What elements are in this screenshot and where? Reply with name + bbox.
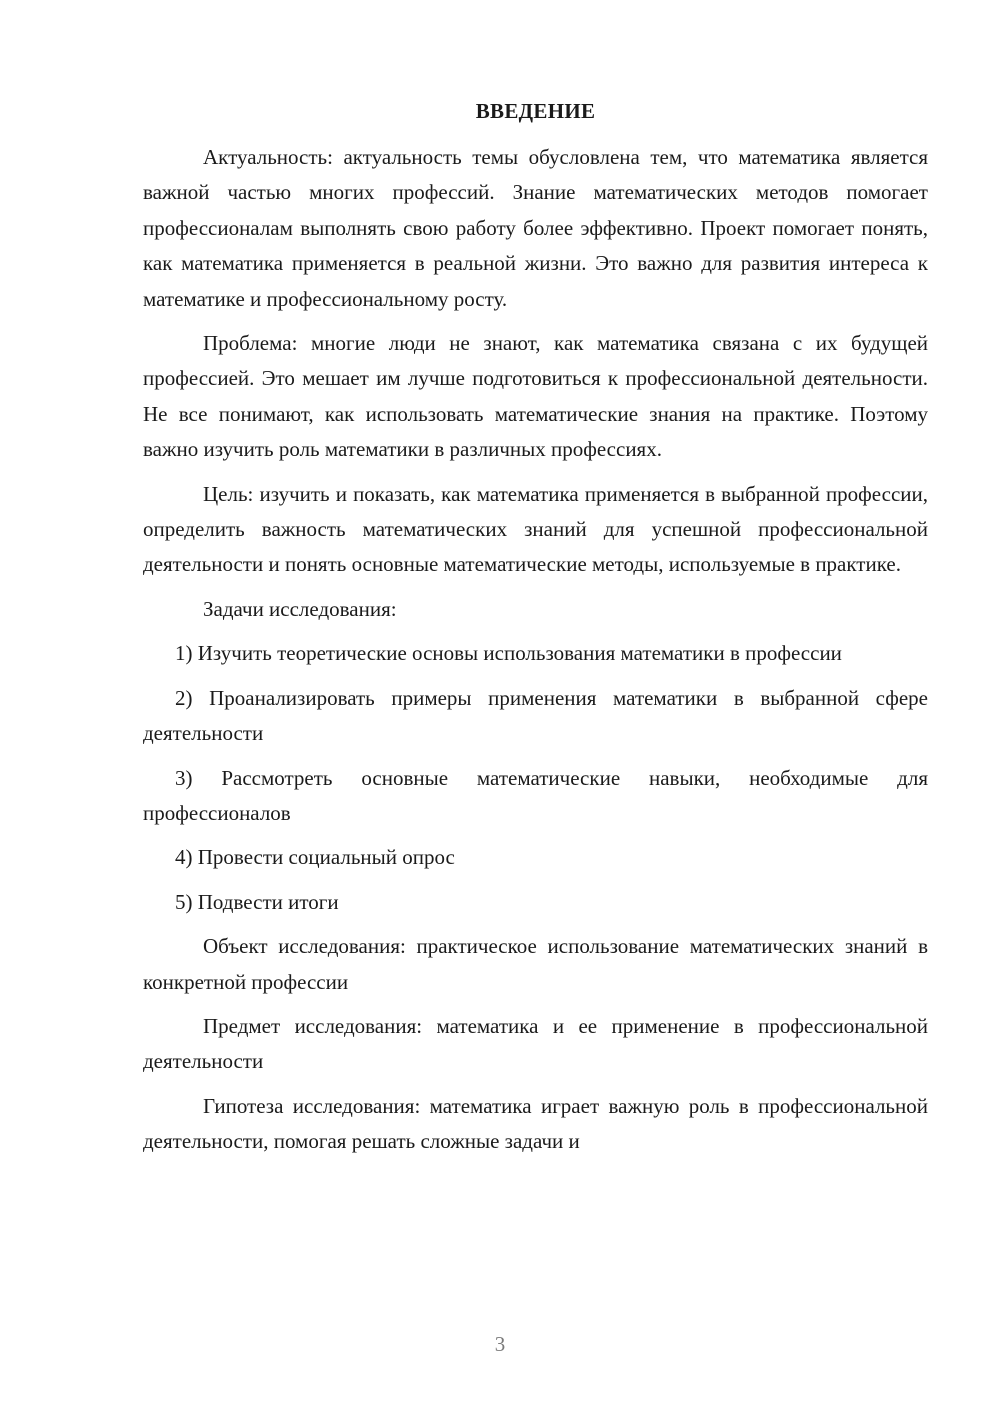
task-item-3: 3) Рассмотреть основные математические навыки, необходимые для профессионалов xyxy=(143,765,928,825)
page-number: 3 xyxy=(494,1332,506,1356)
subject-paragraph: Предмет исследования: математика и ее применение в профессиональной деятельности xyxy=(143,1013,928,1074)
relevance-paragraph: Актуальность: актуальность темы обусловлена тем, что математика является важной частью многих профессий. Знание математических методов помогает профессионалам выполнять свою работу более эффективно. Проект помогает понять, как математика применяется в реальной жизни. Это важно для развития интереса к математике и профессиональному росту. xyxy=(143,145,928,311)
hypothesis-paragraph: Гипотеза исследования: математика играет важную роль в профессиональной деятельности, помогая решать сложные задачи и xyxy=(143,1093,928,1154)
tasks-title: Задачи исследования: xyxy=(203,596,397,621)
task-item-5: 5) Подвести итоги xyxy=(175,889,339,914)
object-paragraph: Объект исследования: практическое использование математических знаний в конкретной профессии xyxy=(143,934,928,994)
problem-paragraph: Проблема: многие люди не знают, как математика связана с их будущей профессией. Это мешает им лучше подготовиться к профессиональной деятельности. Не все понимают, как использовать математические знания на практике. Поэтому важно изучить роль математики в различных профессиях. xyxy=(143,331,928,462)
page-title: ВВЕДЕНИЕ xyxy=(475,99,596,123)
goal-paragraph: Цель: изучить и показать, как математика применяется в выбранной профессии, определить важность математических знаний для успешной профессиональной деятельности и понять основные математические методы, используемые в практике. xyxy=(143,481,928,577)
task-item-1: 1) Изучить теоретические основы использования математики в профессии xyxy=(175,641,842,666)
task-item-4: 4) Провести социальный опрос xyxy=(175,845,455,870)
document-page xyxy=(143,96,928,1169)
tasks-list xyxy=(143,636,928,920)
task-item-2: 2) Проанализировать примеры применения математики в выбранной сфере деятельности xyxy=(143,685,928,746)
